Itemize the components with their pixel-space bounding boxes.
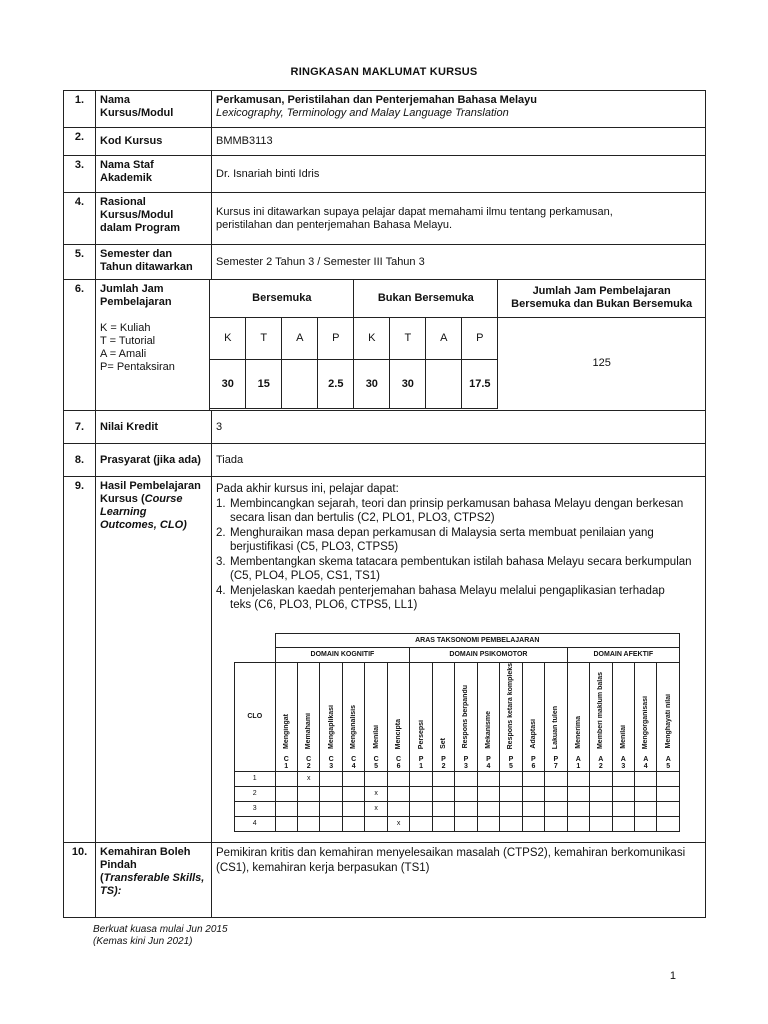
- taxonomy-cell: [320, 801, 342, 816]
- taxonomy-level-name: Menghayati nilai: [664, 694, 672, 749]
- taxonomy-level: [567, 662, 589, 771]
- row-value: Perkamusan, Peristilahan dan Penterjemahan Bahasa Melayu Lexicography, Terminology and Malay Language Translation: [212, 91, 706, 128]
- taxonomy-cell: [275, 786, 297, 801]
- taxonomy-cell: [320, 786, 342, 801]
- taxonomy-cell: [275, 771, 297, 786]
- row-label: Nama Kursus/Modul: [96, 91, 212, 128]
- taxonomy-level-number: 2: [306, 762, 311, 770]
- taxonomy-cell: [545, 771, 567, 786]
- taxonomy-level-code: A: [575, 755, 581, 763]
- taxonomy-cell: [320, 816, 342, 831]
- row-value: Dr. Isnariah binti Idris: [212, 156, 706, 193]
- taxonomy-level-code: C: [306, 755, 312, 763]
- taxonomy-level-number: 4: [643, 762, 648, 770]
- taxonomy-cell: [635, 801, 657, 816]
- taxonomy-level-code: C: [373, 755, 379, 763]
- row-number: 2.: [64, 128, 96, 156]
- taxonomy-cell: x: [387, 816, 409, 831]
- taxonomy-cell: [455, 801, 477, 816]
- taxonomy-level-code: C: [328, 755, 334, 763]
- taxonomy-level-number: 4: [486, 762, 491, 770]
- taxonomy-level: [612, 662, 634, 771]
- taxonomy-title: ARAS TAKSONOMI PEMBELAJARAN: [275, 633, 680, 647]
- taxonomy-cell: [567, 816, 589, 831]
- taxonomy-level: [275, 662, 297, 771]
- taxonomy-cell: [500, 771, 522, 786]
- taxonomy-cell: [567, 786, 589, 801]
- taxonomy-cell: [657, 786, 680, 801]
- course-summary-table: [63, 90, 706, 918]
- taxonomy-cell: [410, 771, 432, 786]
- taxonomy-level-name: Menilai: [619, 725, 627, 749]
- taxonomy-cell: [342, 771, 364, 786]
- taxonomy-level-name: Mekanisme: [484, 711, 492, 749]
- taxonomy-level-name: Menerima: [574, 716, 582, 749]
- row-value: Pemikiran kritis dan kemahiran menyelesaikan masalah (CTPS2), kemahiran berkomunikasi (CS1), kemahiran kerja berpasukan (TS1): [212, 843, 706, 918]
- taxonomy-level: [387, 662, 409, 771]
- row-value: [212, 477, 706, 843]
- hours-code: T: [246, 317, 282, 359]
- hours-code: T: [390, 317, 426, 359]
- hours-value: [426, 360, 462, 409]
- row-number: 1.: [64, 91, 96, 128]
- taxonomy-cell: [635, 771, 657, 786]
- taxonomy-level: [410, 662, 432, 771]
- taxonomy-cell: [410, 786, 432, 801]
- taxonomy-level-number: 6: [531, 762, 536, 770]
- domain-affective: DOMAIN AFEKTIF: [567, 647, 679, 662]
- row-value: Semester 2 Tahun 3 / Semester III Tahun 3: [212, 245, 706, 280]
- taxonomy-level-number: 2: [441, 762, 446, 770]
- taxonomy-cell: [297, 786, 319, 801]
- taxonomy-cell: [342, 816, 364, 831]
- taxonomy-cell: [432, 786, 454, 801]
- taxonomy-cell: [590, 816, 612, 831]
- clo-number: 1: [235, 771, 276, 786]
- taxonomy-cell: [342, 801, 364, 816]
- clo-number: 4: [235, 816, 276, 831]
- taxonomy-level-name: Set: [440, 737, 448, 749]
- taxonomy-level-name: Menilai: [372, 725, 380, 749]
- taxonomy-cell: [455, 771, 477, 786]
- taxonomy-level-code: A: [620, 755, 626, 763]
- taxonomy-level: [545, 662, 567, 771]
- taxonomy-cell: [657, 801, 680, 816]
- row-value: Tiada: [212, 444, 706, 477]
- row-credit: [64, 411, 706, 444]
- clo-intro: Pada akhir kursus ini, pelajar dapat:: [216, 483, 399, 495]
- taxonomy-cell: [432, 816, 454, 831]
- page-number: 1: [669, 970, 676, 982]
- taxonomy-cell: [590, 786, 612, 801]
- total-hours-value: 125: [498, 317, 706, 408]
- taxonomy-cell: [275, 816, 297, 831]
- row-course-name: [64, 91, 706, 128]
- taxonomy-cell: [477, 801, 499, 816]
- row-number: 7.: [64, 411, 96, 444]
- taxonomy-cell: [387, 786, 409, 801]
- row-label: Nilai Kredit: [96, 411, 212, 444]
- hours-value: 15: [246, 360, 282, 409]
- table-row: [235, 801, 680, 816]
- taxonomy-level-name: Respons ketara kompleks: [507, 662, 515, 749]
- taxonomy-cell: [432, 801, 454, 816]
- taxonomy-level: [477, 662, 499, 771]
- taxonomy-cell: [567, 801, 589, 816]
- hours-code: K: [210, 317, 246, 359]
- taxonomy-cell: [275, 801, 297, 816]
- hours-value: 30: [210, 360, 246, 409]
- taxonomy-cell: [500, 786, 522, 801]
- taxonomy-level-number: 1: [419, 762, 423, 770]
- row-label: Semester dan Tahun ditawarkan: [96, 245, 212, 280]
- taxonomy-level-number: 5: [508, 762, 513, 770]
- taxonomy-level-number: 5: [666, 762, 671, 770]
- row-rationale: [64, 193, 706, 245]
- list-item: 1. Membincangkan sejarah, teori dan prinsip perkamusan bahasa Melayu dengan berkesan secara lisan dan bertulis (C2, PLO1, PLO3, CTPS2): [216, 497, 684, 524]
- taxonomy-level-number: 3: [464, 762, 468, 770]
- row-value: BMMB3113: [212, 128, 706, 156]
- taxonomy-level-name: Respons berpandu: [462, 685, 470, 749]
- row-value: Kursus ini ditawarkan supaya pelajar dapat memahami ilmu tentang perkamusan, peristilahan dan penterjemahan Bahasa Melayu.: [212, 193, 706, 245]
- learning-hours-label: Jumlah Jam Pembelajaran K = Kuliah T = Tutorial A = Amali P= Pentaksiran: [96, 280, 210, 410]
- taxonomy-cell: [477, 786, 499, 801]
- row-transferable-skills: [64, 843, 706, 918]
- list-item: 4. Menjelaskan kaedah penterjemahan bahasa Melayu melalui pengaplikasian terhadap teks (C6, PLO3, PLO6, CTPS5, LL1): [216, 584, 665, 611]
- taxonomy-level-name: Lakuan tulen: [552, 705, 560, 749]
- taxonomy-level-number: 3: [621, 762, 626, 770]
- taxonomy-level-code: C: [351, 755, 357, 763]
- taxonomy-level-code: P: [441, 755, 446, 763]
- list-item: 2. Menghuraikan masa depan perkamusan di Malaysia serta membuat penilaian yang berjustifikasi (C5, PLO3, CTPS5): [216, 526, 654, 553]
- taxonomy-cell: [657, 816, 680, 831]
- taxonomy-level-name: Memahami: [305, 712, 313, 749]
- taxonomy-level-code: P: [531, 755, 536, 763]
- taxonomy-level-number: 5: [374, 762, 379, 770]
- taxonomy-level-name: Memberi maklum balas: [597, 671, 605, 749]
- hours-code: A: [282, 317, 318, 359]
- row-prerequisite: [64, 444, 706, 477]
- hours-value: 30: [390, 360, 426, 409]
- taxonomy-level-name: Mengorganisasi: [642, 695, 650, 749]
- taxonomy-cell: [297, 816, 319, 831]
- taxonomy-level-name: Mengingat: [282, 713, 290, 749]
- learning-hours-cell: [96, 280, 706, 411]
- row-academic-staff: [64, 156, 706, 193]
- row-label: Rasional Kursus/Modul dalam Program: [96, 193, 212, 245]
- taxonomy-cell: [545, 786, 567, 801]
- header-total-hours: Jumlah Jam Pembelajaran Bersemuka dan Bukan Bersemuka: [498, 280, 706, 318]
- taxonomy-level: [590, 662, 612, 771]
- taxonomy-cell: [477, 771, 499, 786]
- taxonomy-level: [657, 662, 680, 771]
- taxonomy-cell: x: [297, 771, 319, 786]
- row-label: Prasyarat (jika ada): [96, 444, 212, 477]
- row-learning-hours: [64, 280, 706, 411]
- clo-list: [216, 497, 701, 613]
- taxonomy-level-number: 7: [553, 762, 558, 770]
- taxonomy-cell: [522, 801, 544, 816]
- row-number: 8.: [64, 444, 96, 477]
- hours-code: P: [318, 317, 354, 359]
- taxonomy-level-number: 1: [576, 762, 581, 770]
- taxonomy-level-name: Menganalisis: [350, 704, 358, 749]
- taxonomy-cell: [365, 771, 387, 786]
- taxonomy-level-number: 3: [329, 762, 334, 770]
- taxonomy-level-code: P: [486, 755, 491, 763]
- row-number: 6.: [64, 280, 96, 411]
- taxonomy-cell: [522, 786, 544, 801]
- taxonomy-cell: [410, 801, 432, 816]
- taxonomy-level-code: P: [553, 755, 559, 763]
- taxonomy-level-code: A: [665, 755, 671, 763]
- taxonomy-level-name: Mencipta: [395, 718, 403, 749]
- taxonomy-cell: [455, 816, 477, 831]
- taxonomy-level: [500, 662, 522, 771]
- row-value: 3: [212, 411, 706, 444]
- taxonomy-level: [522, 662, 544, 771]
- taxonomy-level-number: 2: [598, 762, 603, 770]
- hours-code: P: [462, 317, 498, 359]
- taxonomy-cell: [545, 801, 567, 816]
- taxonomy-level-code: P: [508, 755, 514, 763]
- hours-code: A: [426, 317, 462, 359]
- header-bersemuka: Bersemuka: [210, 280, 354, 318]
- taxonomy-cell: [365, 816, 387, 831]
- row-label: Nama Staf Akademik: [96, 156, 212, 193]
- taxonomy-cell: [500, 816, 522, 831]
- taxonomy-cell: [522, 771, 544, 786]
- row-label: Hasil Pembelajaran Kursus (Course Learning Outcomes, CLO): [96, 477, 212, 843]
- taxonomy-level-name: Persepsi: [417, 719, 425, 749]
- taxonomy-cell: [590, 771, 612, 786]
- row-number: 9.: [64, 477, 96, 843]
- taxonomy-cell: [455, 786, 477, 801]
- table-row: [235, 771, 680, 786]
- taxonomy-level-name: Mengaplikasi: [327, 704, 335, 749]
- taxonomy-cell: [522, 816, 544, 831]
- row-course-code: [64, 128, 706, 156]
- taxonomy-level-number: 6: [396, 762, 401, 770]
- row-label: Kod Kursus: [96, 128, 212, 156]
- taxonomy-level: [320, 662, 342, 771]
- row-number: 4.: [64, 193, 96, 245]
- document-title: RINGKASAN MAKLUMAT KURSUS: [290, 66, 478, 78]
- taxonomy-cell: [545, 816, 567, 831]
- row-number: 5.: [64, 245, 96, 280]
- taxonomy-cell: [342, 786, 364, 801]
- row-learning-outcomes: [64, 477, 706, 843]
- taxonomy-level: [635, 662, 657, 771]
- taxonomy-level-number: 1: [284, 762, 289, 770]
- row-label: Kemahiran Boleh Pindah (Transferable Skills, TS):: [96, 843, 212, 918]
- taxonomy-level-code: C: [396, 755, 402, 763]
- taxonomy-cell: [635, 786, 657, 801]
- clo-number: 2: [235, 786, 276, 801]
- taxonomy-cell: [297, 801, 319, 816]
- taxonomy-cell: [590, 801, 612, 816]
- domain-cognitive: DOMAIN KOGNITIF: [275, 647, 410, 662]
- taxonomy-level-code: A: [598, 755, 604, 763]
- hours-value: 30: [354, 360, 390, 409]
- clo-number: 3: [235, 801, 276, 816]
- taxonomy-level: [455, 662, 477, 771]
- hours-legend: K = Kuliah T = Tutorial A = Amali P= Pentaksiran: [100, 322, 175, 373]
- taxonomy-cell: [432, 771, 454, 786]
- taxonomy-level-code: P: [463, 755, 469, 763]
- taxonomy-level: [432, 662, 454, 771]
- taxonomy-cell: [635, 816, 657, 831]
- footer-note: Berkuat kuasa mulai Jun 2015 (Kemas kini Jun 2021): [93, 924, 228, 947]
- taxonomy-level-code: P: [418, 755, 424, 763]
- taxonomy-cell: [567, 771, 589, 786]
- hours-value: 17.5: [462, 360, 498, 409]
- hours-value: 2.5: [318, 360, 354, 409]
- taxonomy-level: [342, 662, 364, 771]
- taxonomy-cell: [387, 771, 409, 786]
- domain-psychomotor: DOMAIN PSIKOMOTOR: [410, 647, 567, 662]
- taxonomy-level-code: C: [283, 755, 289, 763]
- taxonomy-cell: [612, 786, 634, 801]
- taxonomy-cell: x: [365, 786, 387, 801]
- taxonomy-table: [234, 633, 680, 832]
- table-row: [235, 786, 680, 801]
- row-number: 10.: [64, 843, 96, 918]
- taxonomy-level-number: 4: [351, 762, 356, 770]
- list-item: 3. Membentangkan skema tatacara pembentukan istilah bahasa Melayu secara berkumpulan (C5, PLO4, PLO5, CS1, TS1): [216, 555, 692, 582]
- taxonomy-cell: [657, 771, 680, 786]
- taxonomy-cell: [410, 816, 432, 831]
- clo-header: CLO: [235, 662, 276, 771]
- taxonomy-cell: x: [365, 801, 387, 816]
- hours-value: [282, 360, 318, 409]
- hours-code: K: [354, 317, 390, 359]
- taxonomy-cell: [612, 816, 634, 831]
- taxonomy-cell: [612, 771, 634, 786]
- hours-grid: [209, 279, 706, 409]
- taxonomy-level-name: Adaptasi: [529, 719, 537, 749]
- row-number: 3.: [64, 156, 96, 193]
- taxonomy-cell: [320, 771, 342, 786]
- taxonomy-level-code: A: [643, 755, 649, 763]
- table-row: [235, 816, 680, 831]
- row-semester: [64, 245, 706, 280]
- taxonomy-cell: [500, 801, 522, 816]
- header-bukan-bersemuka: Bukan Bersemuka: [354, 280, 498, 318]
- taxonomy-cell: [612, 801, 634, 816]
- taxonomy-cell: [477, 816, 499, 831]
- taxonomy-cell: [387, 801, 409, 816]
- taxonomy-level: [365, 662, 387, 771]
- taxonomy-level: [297, 662, 319, 771]
